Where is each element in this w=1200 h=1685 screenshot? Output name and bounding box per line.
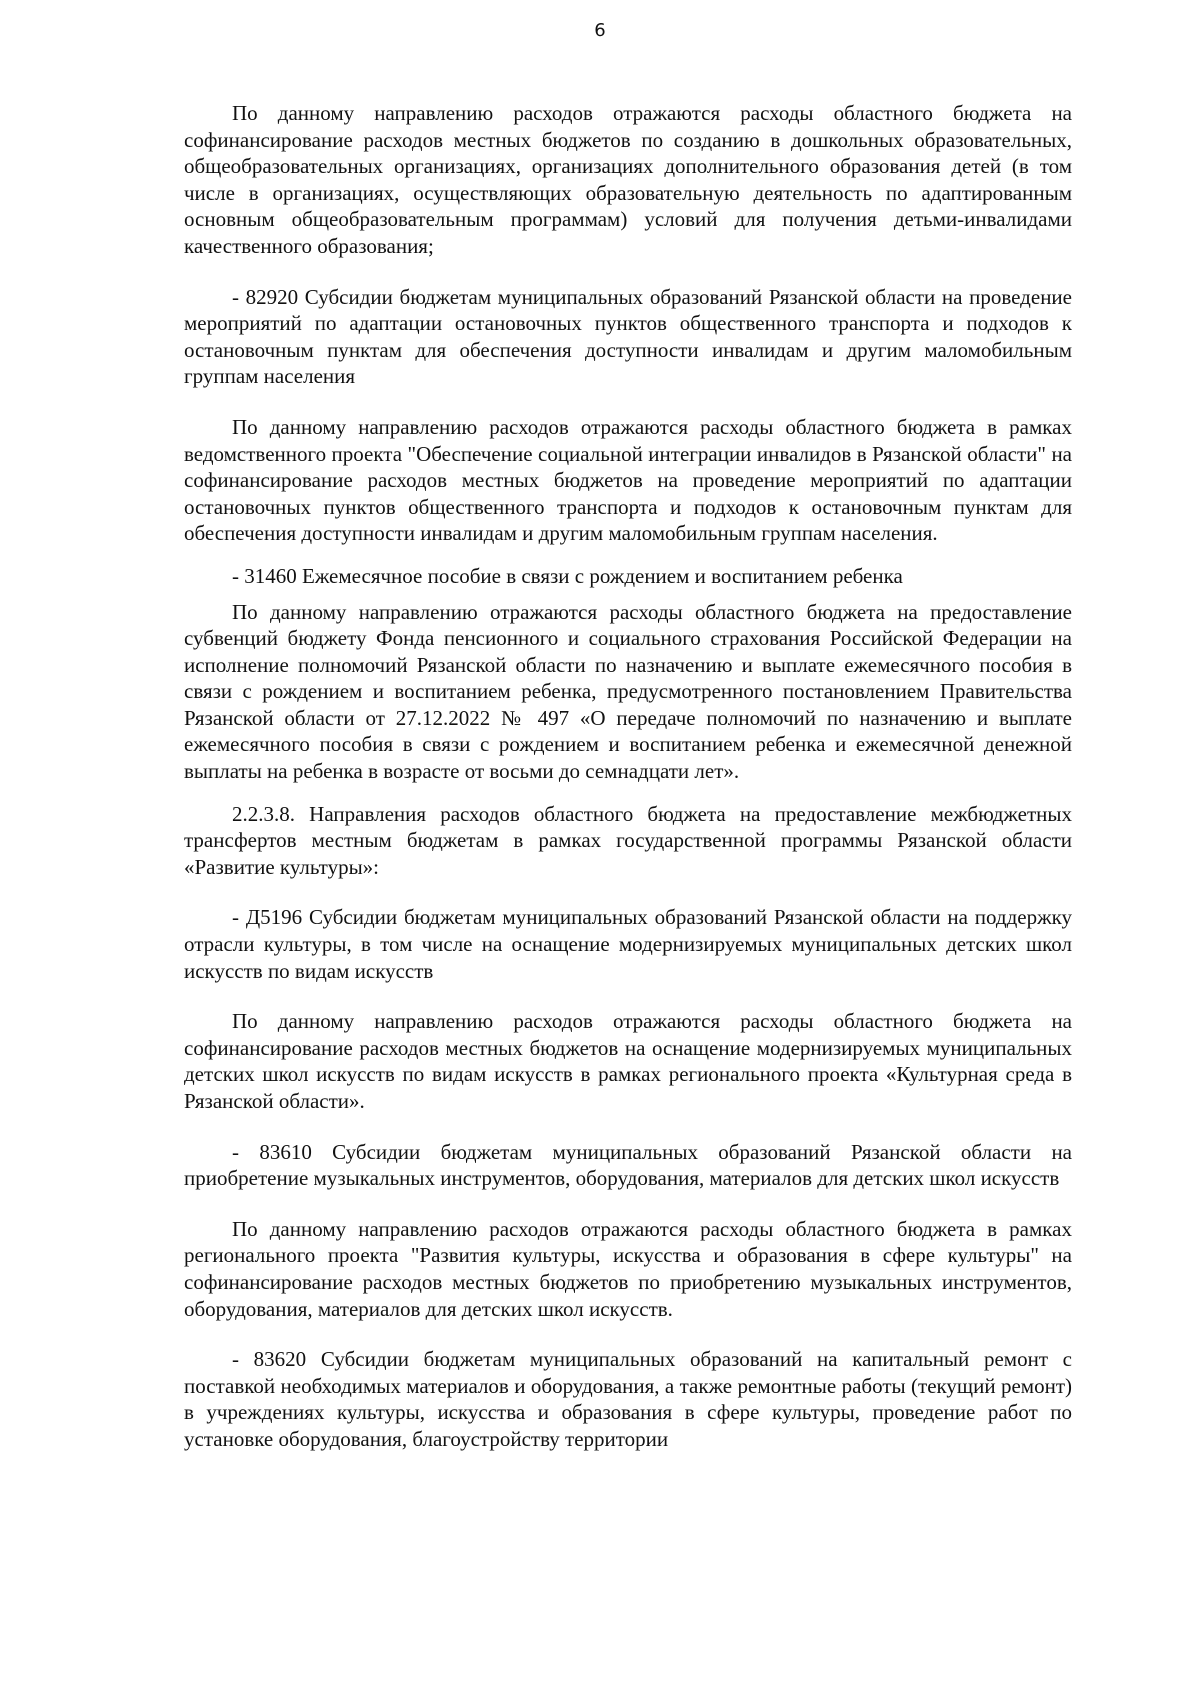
paragraph-83610-description: По данному направлению расходов отражаются расходы областного бюджета в рамках регионального проекта "Развития культуры, искусства и образования в сфере культуры" на софинансирование расходов местных бюджетов по приобретению музыкальных инструментов, оборудования, материалов для детских школ искусств. [184, 1216, 1072, 1321]
paragraph-preschool-conditions: По данному направлению расходов отражаются расходы областного бюджета на софинансирование расходов местных бюджетов по созданию в дошкольных образовательных, общеобразовательных организациях, организациях дополнительного образования детей (в том числе в организациях, осуществляющих образовательную деятельность по адаптированным основным общеобразовательным программам) условий для получения детьми-инвалидами качественного образования; [184, 101, 1072, 258]
paragraph-82920-description: По данному направлению расходов отражаются расходы областного бюджета в рамках ведомственного проекта "Обеспечение социальной интеграции инвалидов в Рязанской области" на софинансирование расходов местных бюджетов на проведение мероприятий по адаптации остановочных пунктов общественного транспорта и подходов к остановочным пунктам для обеспечения доступности инвалидам и другим маломобильным группам населения. [184, 414, 1072, 546]
section-2-2-3-8-heading: 2.2.3.8. Направления расходов областного бюджета на предоставление межбюджетных трансфертов местным бюджетам в рамках государственной программы Рязанской области «Развитие культуры»: [184, 801, 1072, 879]
item-82920: - 82920 Субсидии бюджетам муниципальных образований Рязанской области на проведение мероприятий по адаптации остановочных пунктов общественного транспорта и подходов к остановочным пунктам для обеспечения доступности инвалидам и другим маломобильным группам населения [184, 284, 1072, 389]
paragraph-d5196-description: По данному направлению расходов отражаются расходы областного бюджета на софинансирование расходов местных бюджетов на оснащение модернизируемых муниципальных детских школ искусств по видам искусств в рамках регионального проекта «Культурная среда в Рязанской области». [184, 1009, 1072, 1113]
item-31460: - 31460 Ежемесячное пособие в связи с рождением и воспитанием ребенка [232, 563, 903, 588]
item-83620: - 83620 Субсидии бюджетам муниципальных образований на капитальный ремонт с поставкой необходимых материалов и оборудования, а также ремонтные работы (текущий ремонт) в учреждениях культуры, искусства и образования в сфере культуры, проведение работ по установке оборудования, благоустройству территории [184, 1347, 1072, 1451]
page-number: 6 [594, 20, 606, 41]
document-body [184, 100, 1072, 1453]
paragraph-31460-description: По данному направлению отражаются расходы областного бюджета на предоставление субвенций бюджету Фонда пенсионного и социального страхования Российской Федерации на исполнение полномочий Рязанской области по назначению и выплате ежемесячного пособия в связи с рождением и воспитанием ребенка, предусмотренного постановлением Правительства Рязанской области от 27.12.2022 № 497 «О передаче полномочий по назначению и выплате ежемесячного пособия в связи с рождением и воспитанием ребенка и ежемесячной денежной выплаты на ребенка в возрасте от восьми до семнадцати лет». [184, 599, 1072, 784]
item-83610: - 83610 Субсидии бюджетам муниципальных образований Рязанской области на приобретение музыкальных инструментов, оборудования, материалов для детских школ искусств [184, 1139, 1072, 1191]
item-d5196: - Д5196 Субсидии бюджетам муниципальных образований Рязанской области на поддержку отрасли культуры, в том числе на оснащение модернизируемых муниципальных детских школ искусств по видам искусств [184, 905, 1072, 983]
